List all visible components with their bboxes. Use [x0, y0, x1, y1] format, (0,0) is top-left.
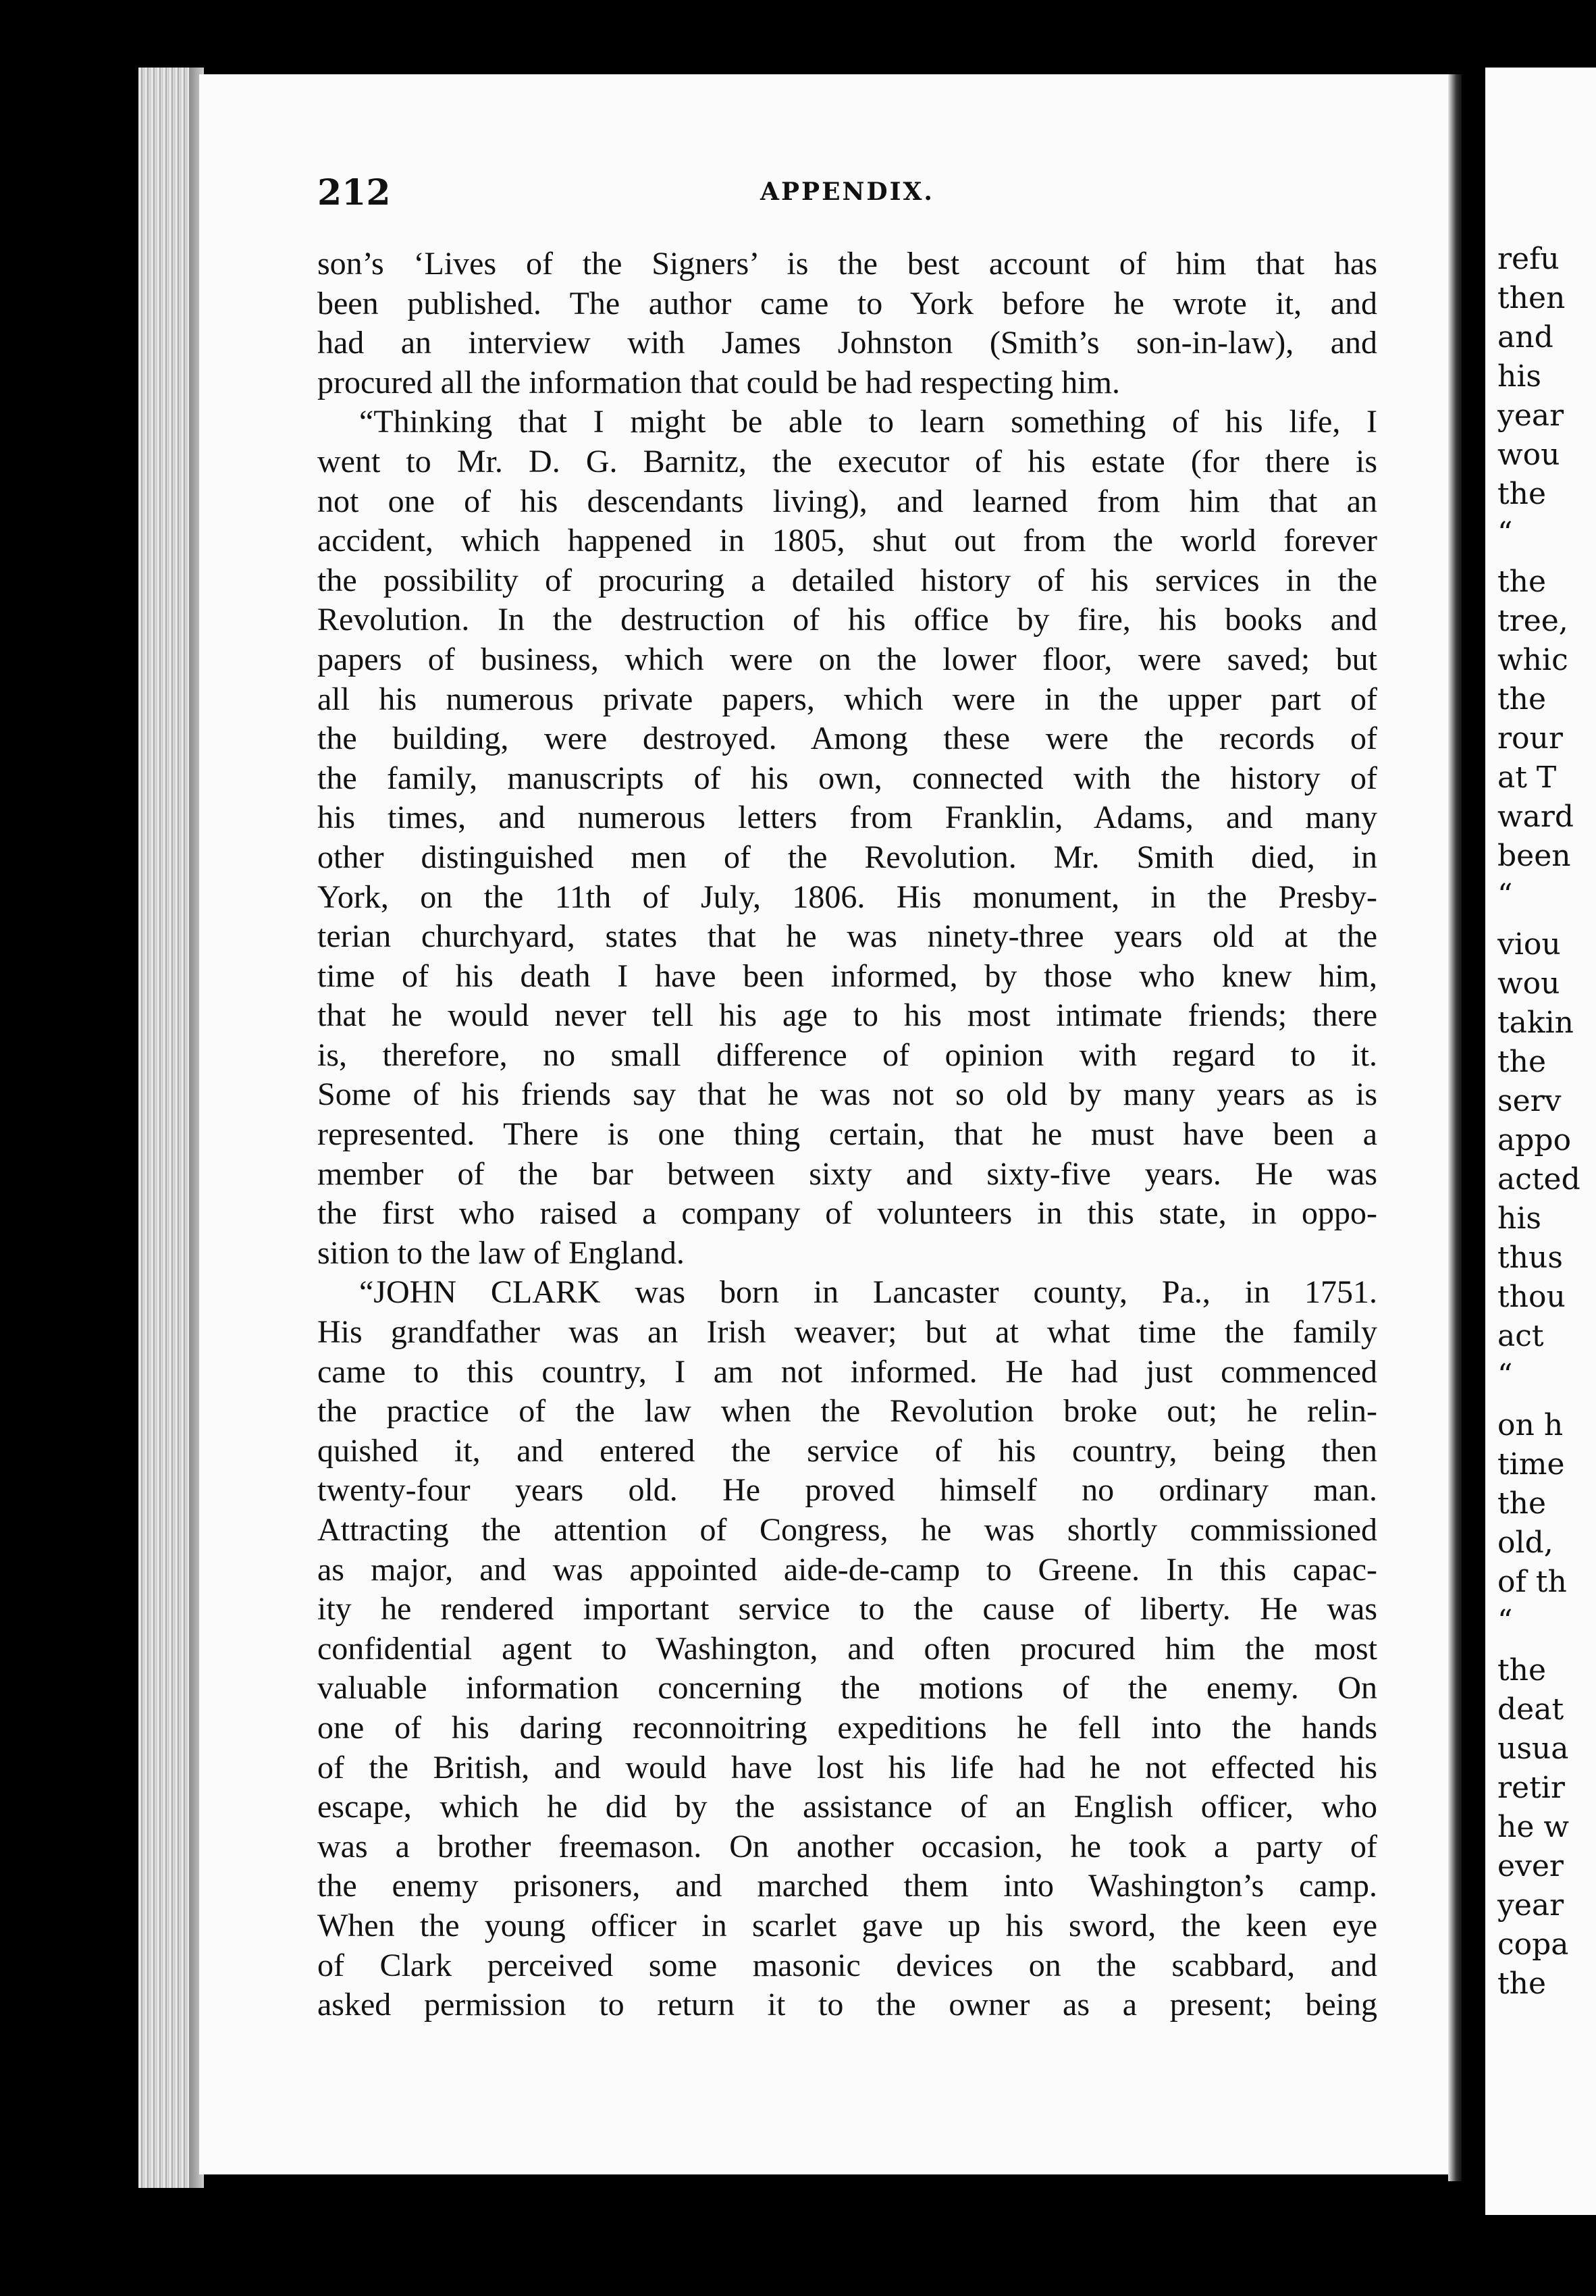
text-line: represented. There is one thing certain, that he must have been a: [317, 1116, 1377, 1153]
text-line: York, on the 11th of July, 1806. His monument, in the Presby-: [317, 879, 1377, 915]
right-page-line: his: [1497, 1201, 1541, 1236]
right-page-line: the: [1497, 565, 1547, 599]
text-line: accident, which happened in 1805, shut out from the world forever: [317, 523, 1377, 559]
right-page-line: act: [1497, 1319, 1544, 1353]
text-line: the family, manuscripts of his own, connected with the history of: [317, 760, 1377, 796]
text-line: of Clark perceived some masonic devices on the scabbard, and: [317, 1947, 1377, 1983]
page-number: 212: [317, 172, 391, 213]
text-line: was a brother freemason. On another occasion, he took a party of: [317, 1828, 1377, 1864]
right-page-line: thou: [1497, 1280, 1566, 1314]
text-line: valuable information concerning the motions of the enemy. On: [317, 1670, 1377, 1706]
text-line: all his numerous private papers, which were in the upper part of: [317, 681, 1377, 717]
text-line: the building, were destroyed. Among these were the records of: [317, 721, 1377, 757]
text-line: the practice of the law when the Revolution broke out; he relin-: [317, 1393, 1377, 1430]
right-page-line: copa: [1497, 1927, 1569, 1962]
right-page-line: retir: [1497, 1771, 1565, 1805]
body-text: [317, 244, 1377, 2025]
right-page-line: “: [1497, 1358, 1513, 1392]
right-page-line: been: [1497, 839, 1571, 873]
text-line: that he would never tell his age to his most intimate friends; there: [317, 997, 1377, 1034]
text-line: quished it, and entered the service of his country, being then: [317, 1432, 1377, 1469]
text-line: member of the bar between sixty and sixty-five years. He was: [317, 1155, 1377, 1192]
text-line: twenty-four years old. He proved himself no ordinary man.: [317, 1472, 1377, 1509]
text-line: son’s ‘Lives of the Signers’ is the best account of him that has: [317, 246, 1377, 282]
text-line: had an interview with James Johnston (Smith’s son-in-law), and: [317, 325, 1377, 361]
right-page-line: old,: [1497, 1525, 1553, 1560]
text-line: terian churchyard, states that he was ninety-three years old at the: [317, 918, 1377, 955]
right-page-line: his: [1497, 359, 1541, 394]
right-page-line: on h: [1497, 1408, 1564, 1442]
right-page-line: deat: [1497, 1692, 1564, 1727]
book-gutter: [1448, 74, 1462, 2181]
right-page-line: takin: [1497, 1006, 1574, 1040]
right-page-line: time: [1497, 1447, 1565, 1482]
text-line: “JOHN CLARK was born in Lancaster county, Pa., in 1751.: [359, 1274, 1377, 1311]
text-line: procured all the information that could be had respecting him.: [317, 364, 1120, 400]
right-page-line: ward: [1497, 800, 1574, 834]
right-page-line: appo: [1497, 1123, 1572, 1157]
right-page-line: the: [1497, 682, 1547, 716]
right-page-line: “: [1497, 516, 1513, 550]
page-header: [317, 172, 1377, 219]
text-line: of the British, and would have lost his life had he not effected his: [317, 1749, 1377, 1785]
right-page-line: he w: [1497, 1810, 1570, 1844]
right-page-line: “: [1497, 878, 1513, 912]
text-line: “Thinking that I might be able to learn something of his life, I: [359, 404, 1377, 440]
right-page-line: wou: [1497, 438, 1560, 472]
text-line: When the young officer in scarlet gave up his sword, the keen eye: [317, 1907, 1377, 1943]
right-page-line: the: [1497, 477, 1547, 511]
right-page-line: the: [1497, 1653, 1547, 1688]
text-line: the first who raised a company of volunteers in this state, in oppo-: [317, 1195, 1377, 1232]
text-line: ity he rendered important service to the cause of liberty. He was: [317, 1591, 1377, 1627]
right-page-line: whic: [1497, 643, 1568, 677]
text-line: confidential agent to Washington, and often procured him the most: [317, 1630, 1377, 1667]
right-page-line: and: [1497, 320, 1553, 355]
text-line: escape, which he did by the assistance of an English officer, who: [317, 1789, 1377, 1825]
right-page-line: wou: [1497, 966, 1560, 1001]
right-page-line: the: [1497, 1966, 1547, 2001]
right-page-line: ever: [1497, 1849, 1564, 1883]
text-line: went to Mr. D. G. Barnitz, the executor of his estate (for there is: [317, 443, 1377, 479]
right-page-line: tree,: [1497, 604, 1568, 638]
text-line: Attracting the attention of Congress, he was shortly commissioned: [317, 1512, 1377, 1548]
right-page-line: serv: [1497, 1084, 1562, 1118]
right-page-line: acted: [1497, 1162, 1580, 1197]
right-page-line: rour: [1497, 721, 1563, 756]
text-line: his times, and numerous letters from Franklin, Adams, and many: [317, 800, 1377, 836]
text-line: Revolution. In the destruction of his office by fire, his books and: [317, 602, 1377, 638]
text-line: not one of his descendants living), and learned from him that an: [317, 483, 1377, 519]
text-line: the enemy prisoners, and marched them into Washington’s camp.: [317, 1868, 1377, 1904]
text-line: is, therefore, no small difference of opinion with regard to it.: [317, 1037, 1377, 1073]
right-page-line: usua: [1497, 1731, 1569, 1766]
right-page-line: viou: [1497, 927, 1561, 962]
right-page-fragment: [1485, 68, 1596, 2215]
text-line: papers of business, which were on the lower floor, were saved; but: [317, 641, 1377, 677]
right-page-line: the: [1497, 1486, 1547, 1521]
right-page-line: year: [1497, 398, 1564, 433]
right-page-line: the: [1497, 1045, 1547, 1079]
right-page-line: “: [1497, 1604, 1513, 1638]
right-page-line: then: [1497, 281, 1566, 315]
right-page-line: thus: [1497, 1241, 1563, 1275]
text-line: the possibility of procuring a detailed history of his services in the: [317, 562, 1377, 598]
text-line: came to this country, I am not informed. He had just commenced: [317, 1353, 1377, 1390]
right-page-line: refu: [1497, 242, 1560, 276]
text-line: been published. The author came to York before he wrote it, and: [317, 285, 1377, 321]
text-line: one of his daring reconnoitring expeditions he fell into the hands: [317, 1709, 1377, 1746]
right-page-line: at T: [1497, 760, 1557, 795]
right-page-line: of th: [1497, 1565, 1567, 1599]
text-line: sition to the law of England.: [317, 1234, 685, 1271]
text-line: asked permission to return it to the owner as a present; being: [317, 1987, 1377, 2023]
right-page-line: year: [1497, 1888, 1564, 1923]
text-line: other distinguished men of the Revolution. Mr. Smith died, in: [317, 839, 1377, 875]
text-line: as major, and was appointed aide-de-camp to Greene. In this capac-: [317, 1551, 1377, 1588]
text-line: Some of his friends say that he was not so old by many years as is: [317, 1076, 1377, 1113]
text-line: His grandfather was an Irish weaver; but at what time the family: [317, 1314, 1377, 1351]
running-head: APPENDIX.: [760, 178, 934, 206]
text-line: time of his death I have been informed, by those who knew him,: [317, 958, 1377, 994]
